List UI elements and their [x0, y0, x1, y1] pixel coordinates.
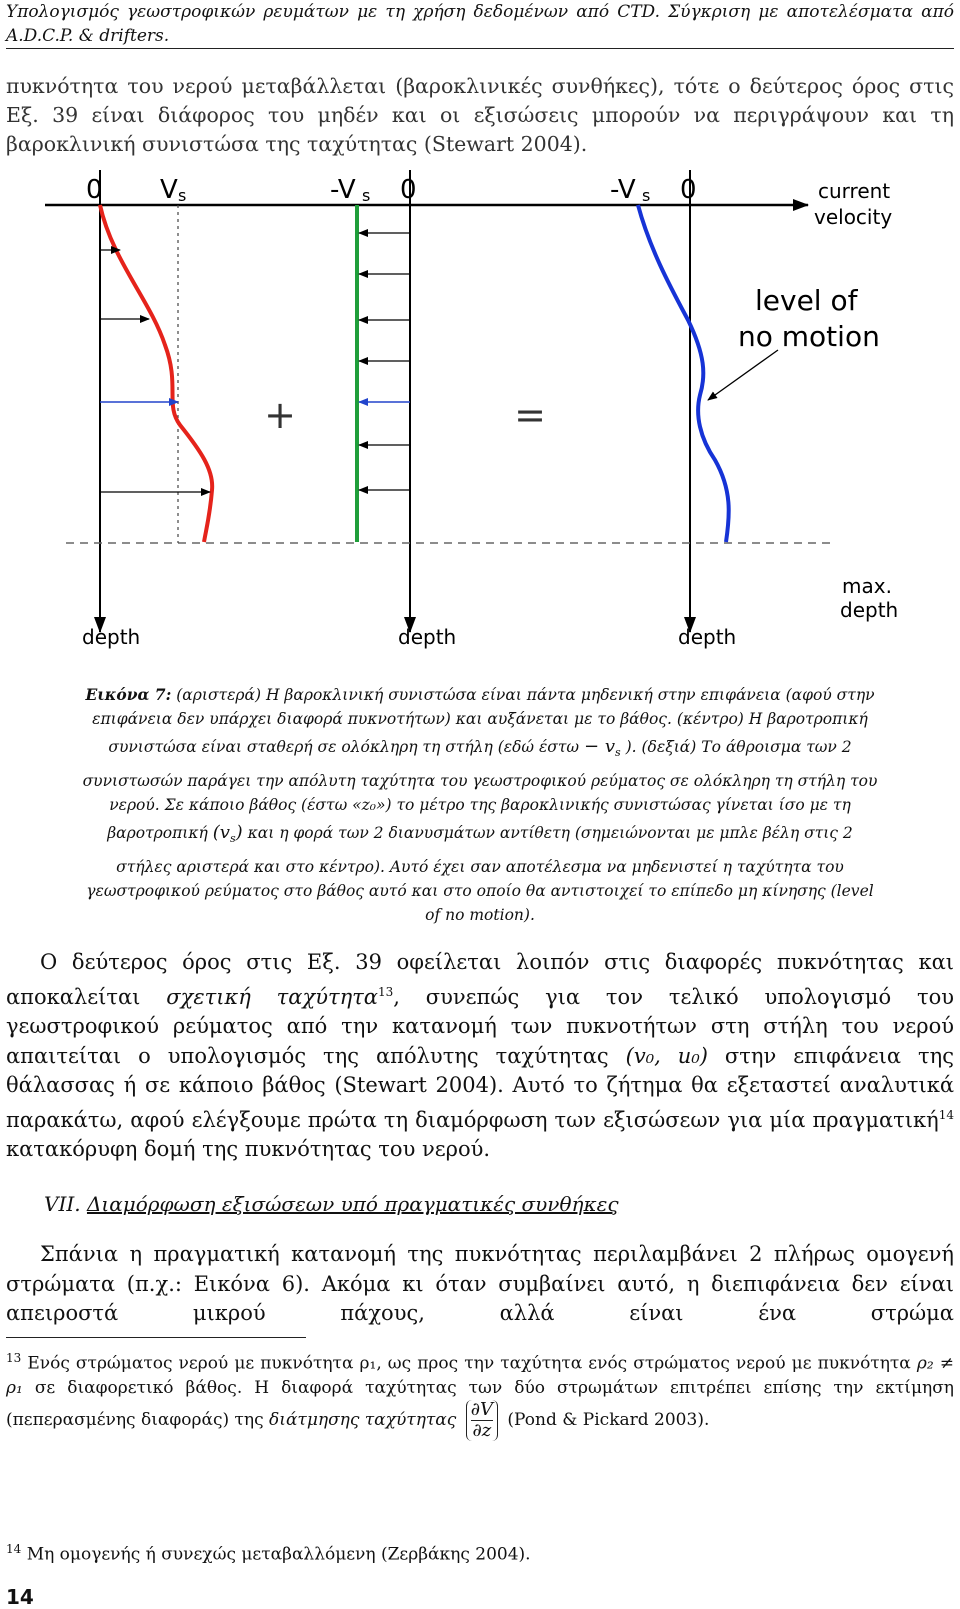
current-velocity-label-2: velocity — [814, 205, 893, 229]
max-depth-label-2: depth — [840, 598, 899, 622]
figure-caption: Εικόνα 7: (αριστερά) Η βαροκλινική συνιστώσα είναι πάντα μηδενική στην επιφάνεια (αφού στην επιφάνεια δεν υπάρχει διαφορά πυκνοτήτων) και αυξάνεται με το βάθος. (κέντρο) Η βαροτροπική συνιστώσα είναι σταθερή σε ολόκληρη τη στήλη (εδώ $έ\sigma\tau\omega - v_s$ ). (δεξιά) Το άθροισμα των 2 συνιστωσών παράγει την απόλυτη ταχύτητα του γεωστροφικού ρεύματος σε ολόκληρη τη στήλη του νερού. Σε κάποιο βάθος (έστω «z₀») το μέτρο της βαροκλινικής συνιστώσας γίνεται ίσο με τη βαροτροπική $(v_s)$ και η φορά των 2 διανυσμάτων αντίθετη (σημειώνονται με μπλε βέλη στις 2 στήλες αριστερά και στο κέντρο). Αυτό έχει σαν αποτέλεσμα να μηδενιστεί η ταχύτητα του γεωστροφικού ρεύματος στο βάθος αυτό και στο οποίο θα αντιστοιχεί το επίπεδο μη κίνησης (level of no motion). — [82, 685, 878, 925]
footnote-14: $^{14}$ Μη ομογενής ή συνεχώς μεταβαλλόμενη (Ζερβάκης 2004). — [6, 1542, 531, 1565]
paragraph-real-conditions: Σπάνια η πραγματική κατανομή της πυκνότητας περιλαμβάνει 2 πλήρως ομογενή στρώματα (π.χ.: Εικόνα 6). Ακόμα κι όταν συμβαίνει αυτό, η διεπιφάνεια δεν είναι απειροστά μικρού πάχους, αλλά είναι ένα στρώμα — [6, 1242, 954, 1325]
vs-label: V — [160, 175, 178, 205]
vs-label-sub: s — [178, 186, 187, 205]
intro-paragraph: πυκνότητα του νερού μεταβάλλεται (βαροκλινικές συνθήκες), τότε ο δεύτερος όρος στις Εξ. 39 είναι διάφορος του μηδέν και οι εξισώσεις μπορούν να περιγράψουν και τη βαροκλινική συνιστώσα της ταχύτητας (Stewart 2004). — [6, 74, 954, 156]
level-of-no-motion-label-1: level of — [755, 284, 858, 317]
equals-sign: = — [514, 393, 546, 437]
running-header: Υπολογισμός γεωστροφικών ρευμάτων με τη χρήση δεδομένων από CTD. Σύγκριση με αποτελέσματα από A.D.C.P. & drifters. — [6, 2, 954, 46]
level-of-no-motion-label-2: no motion — [738, 320, 880, 353]
paragraph-relative-velocity: Ο δεύτερος όρος στις Εξ. 39 οφείλεται λοιπόν στις διαφορές πυκνότητας και αποκαλείται σχετική ταχύτητα$^{13}$, συνεπώς για τον τελικό υπολογισμό του γεωστροφικού ρεύματος από την κατανομή των πυκνοτήτων στη στήλη του νερού απαιτείται ο υπολογισμός της απόλυτης ταχύτητας (v₀, u₀) στην επιφάνεια της θάλασσας ή σε κάποιο βάθος (Stewart 2004). Αυτό το ζήτημα θα εξεταστεί αναλυτικά παρακάτω, αφού ελέγξουμε πρώτα τη διαμόρφωση των εξισώσεων για μία πραγματική$^{14}$ κατακόρυφη δομή της πυκνότητας του νερού. — [6, 950, 954, 1161]
neg-vs-label-right-sub: s — [642, 186, 651, 205]
total-velocity-curve — [638, 205, 729, 542]
current-velocity-label-1: current — [818, 179, 891, 203]
depth-label-left: depth — [82, 625, 141, 649]
section-heading: VII. Διαμόρφωση εξισώσεων υπό πραγματικές συνθήκες — [44, 1192, 619, 1216]
depth-label-center: depth — [398, 625, 457, 649]
header-rule — [6, 48, 954, 49]
zero-label-left: 0 — [86, 175, 103, 205]
depth-label-right: depth — [678, 625, 737, 649]
max-depth-label-1: max. — [842, 574, 892, 598]
barotropic-arrows — [359, 233, 410, 490]
neg-vs-label-right: -V — [610, 175, 636, 205]
figure-velocity-profiles — [0, 170, 960, 672]
footnote-13: $^{13}$ Ενός στρώματος νερού με πυκνότητα ρ₁, ως προς την ταχύτητα ενός στρώματος νερού με πυκνότητα ρ₂ ≠ ρ₁ σε διαφορετικό βάθος. Η διαφορά ταχύτητας των δύο στρωμάτων επιτρέπει επίσης την εκτίμηση (πεπερασμένης διαφοράς) της διάτμησης ταχύτητας $\frac{\partial V}{\partial z}$ (Pond & Pickard 2003). — [6, 1351, 955, 1441]
page-number: 14 — [6, 1585, 34, 1609]
zero-label-right: 0 — [680, 175, 697, 205]
zero-label-center: 0 — [400, 175, 417, 205]
footnote-rule — [6, 1337, 306, 1338]
level-of-no-motion-pointer — [708, 350, 778, 400]
section-title: Διαμόρφωση εξισώσεων υπό πραγματικές συνθήκες — [86, 1192, 619, 1216]
neg-vs-label-center-sub: s — [362, 186, 371, 205]
caption-label: Εικόνα 7: — [85, 685, 172, 704]
neg-vs-label-center: -V — [330, 175, 356, 205]
plus-sign: + — [264, 393, 296, 437]
